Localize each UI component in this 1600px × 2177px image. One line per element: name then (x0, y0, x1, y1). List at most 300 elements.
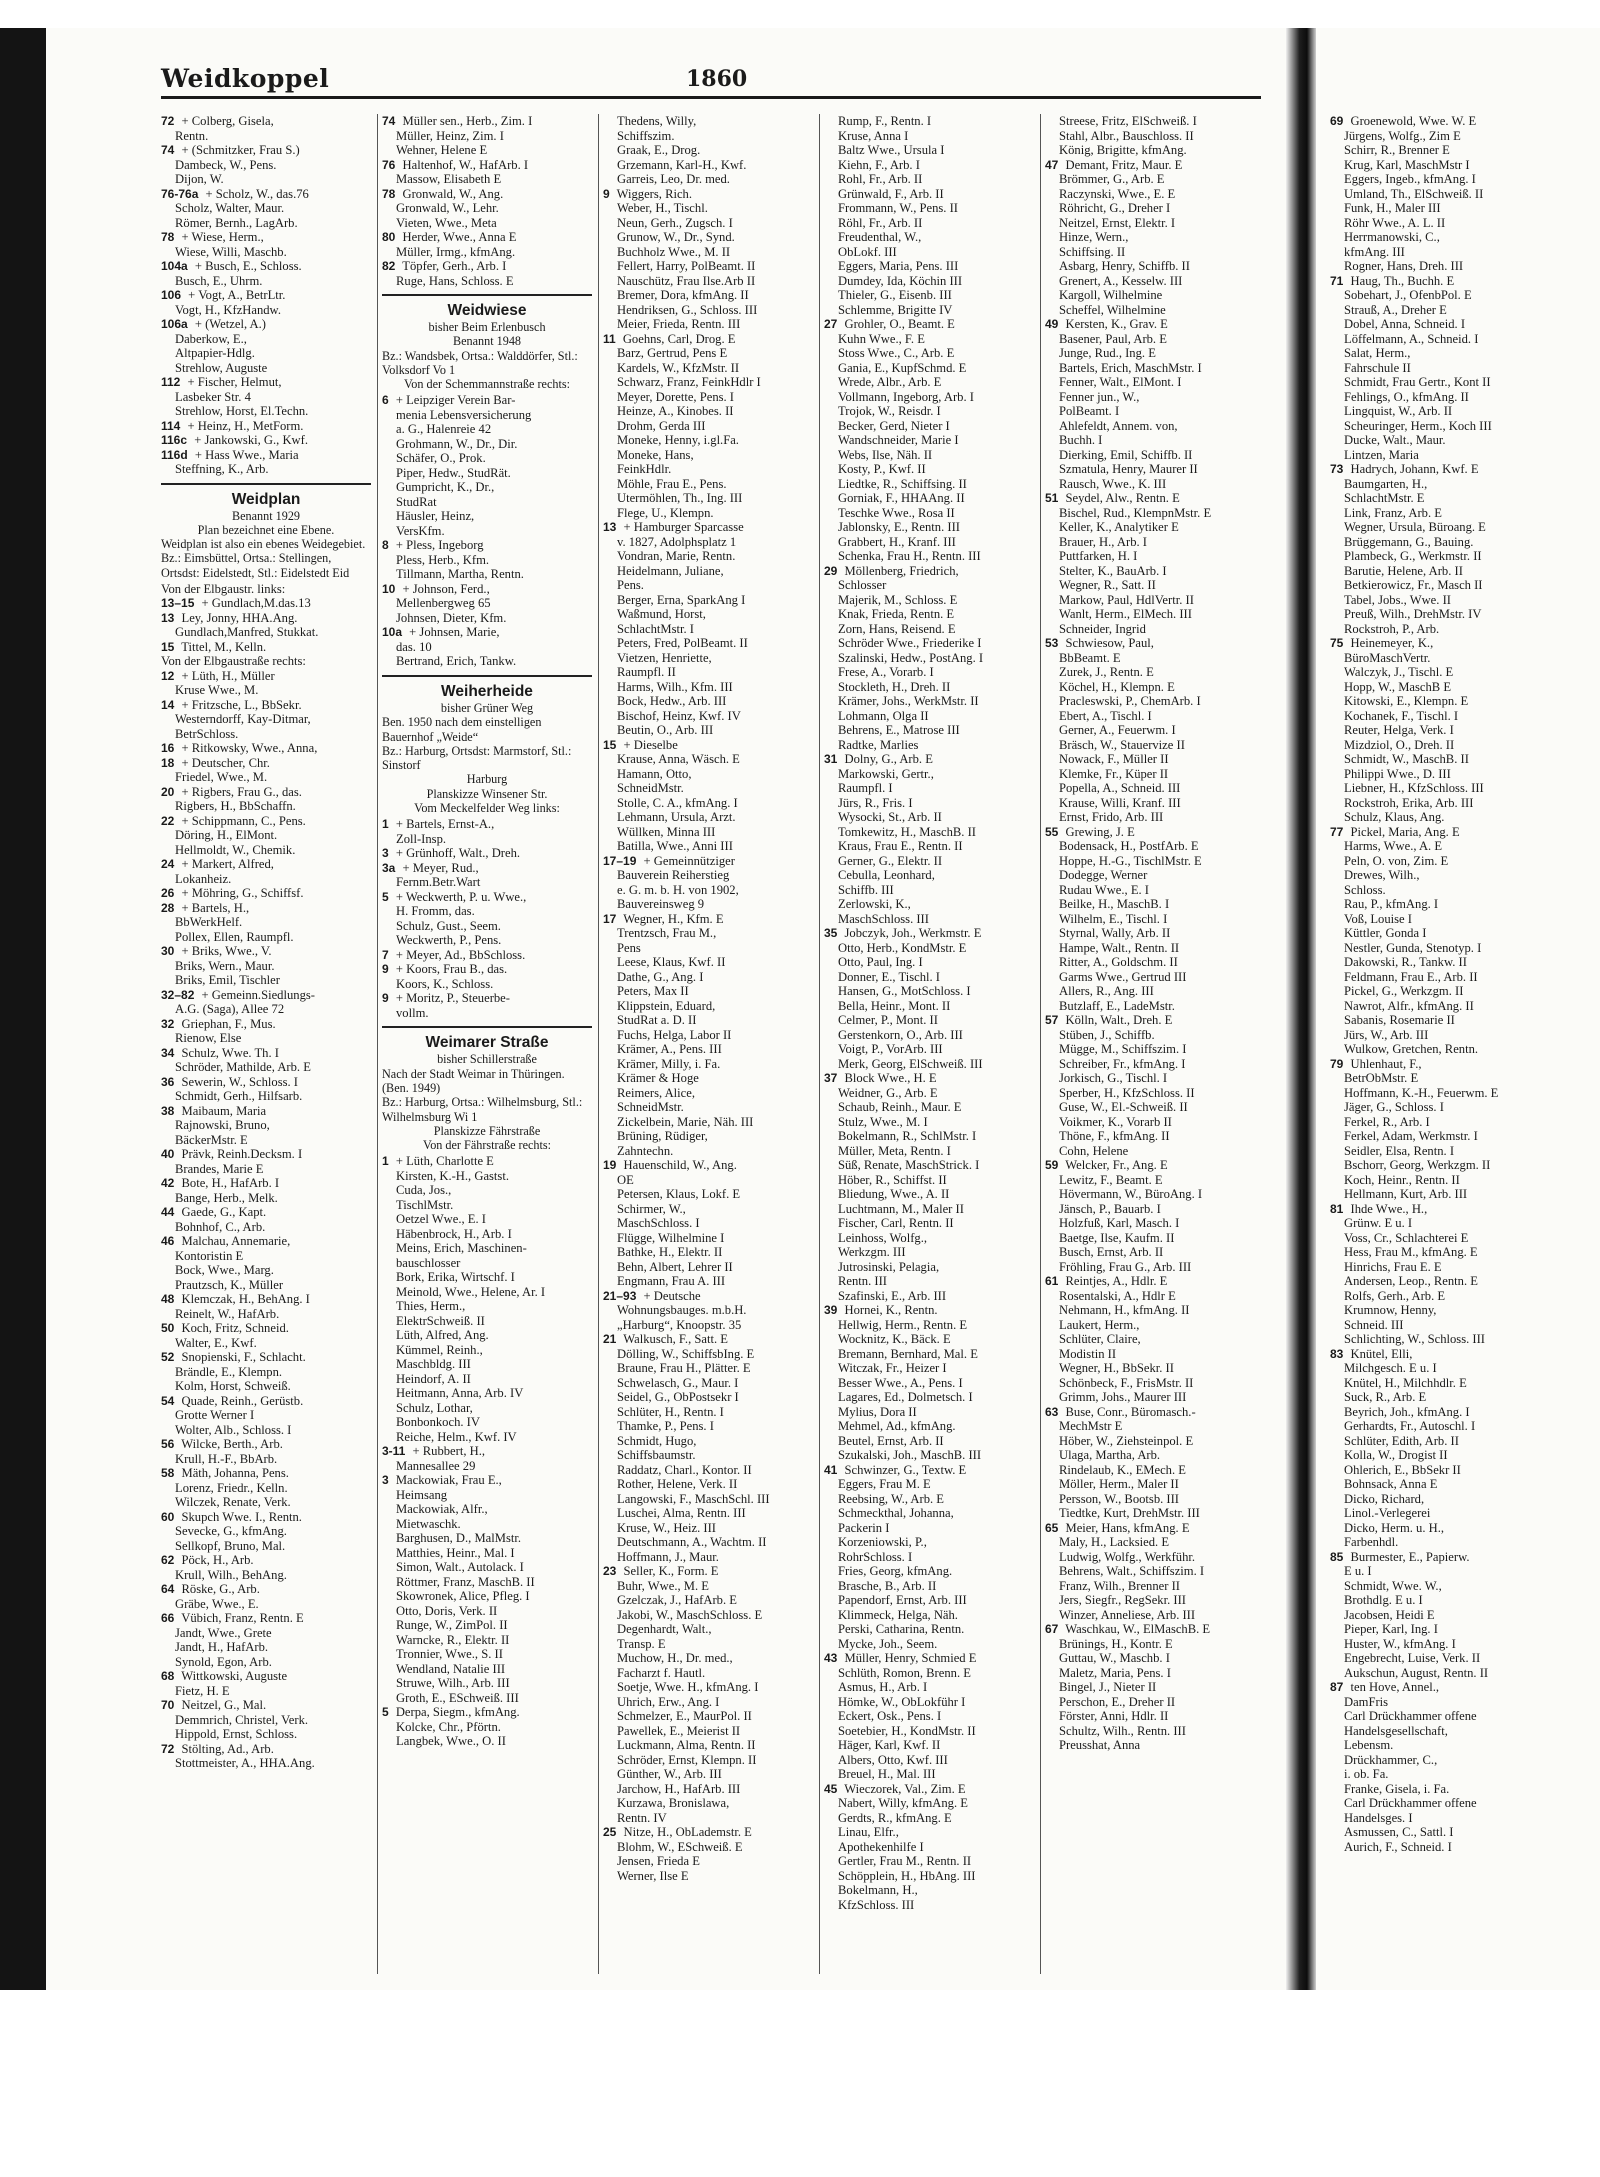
directory-entry: Soetebier, H., KondMstr. II (838, 1723, 976, 1738)
directory-entry: Wysocki, St., Arb. II (838, 810, 942, 824)
directory-entry: Bonbonkoch. IV (396, 1415, 480, 1430)
directory-entry: Lüth, Alfred, Ang. (396, 1328, 489, 1343)
directory-entry: Kolm, Horst, Schweiß. (175, 1379, 291, 1394)
directory-entry: Weber, H., Tischl. (617, 201, 708, 215)
directory-entry: Zerlowski, K., (838, 897, 911, 911)
directory-entry: Schlüter, H., Rentn. I (617, 1404, 724, 1419)
directory-entry: Beutin, O., Arb. III (617, 723, 714, 737)
directory-entry: Skowronek, Alice, Pfleg. I (396, 1589, 530, 1604)
directory-entry: Harms, Wilh., Kfm. III (617, 679, 733, 694)
directory-entry: Schmidt, Frau Gertr., Kont II (1344, 375, 1491, 389)
directory-entry: 27 Grohler, O., Beamt. E (824, 317, 955, 331)
directory-entry: Rogner, Hans, Dreh. III (1344, 259, 1464, 273)
directory-entry: Mackowiak, Alfr., (396, 1502, 488, 1517)
directory-entry: Guse, W., El.-Schweiß. II (1059, 1100, 1188, 1114)
house-number: 106a (161, 317, 188, 331)
directory-entry: Kardels, W., KfzMstr. II (617, 360, 740, 375)
house-number: 42 (161, 1176, 175, 1191)
directory-entry: Witczak, Fr., Heizer I (838, 1361, 947, 1375)
house-number: 63 (1045, 1404, 1059, 1419)
directory-entry: Laukert, Herm., (1059, 1317, 1140, 1332)
house-number: 82 (382, 259, 396, 273)
directory-entry: Röttmer, Franz, MaschB. II (396, 1574, 535, 1589)
house-number: 52 (161, 1350, 175, 1365)
directory-entry: Hess, Frau M., kfmAng. E (1344, 1245, 1478, 1259)
section-rule (382, 1026, 592, 1028)
directory-entry: das. 10 (396, 639, 432, 654)
directory-entry: 22 + Schippmann, C., Pens. (161, 813, 306, 828)
directory-entry: Berger, Erna, SparkAng I (617, 592, 746, 607)
directory-entry: Möller, Herm., Maler II (1059, 1477, 1179, 1491)
column-divider (598, 114, 599, 1974)
house-number: 15 (603, 737, 617, 752)
directory-entry: MaschSchloss. III (838, 911, 929, 926)
directory-entry: 116c + Jankowski, G., Kwf. (161, 433, 308, 447)
directory-entry: Rother, Helene, Verk. II (617, 1477, 738, 1491)
page-number: 1860 (686, 66, 748, 92)
column-divider (819, 114, 820, 1974)
directory-entry: Schröder, Ernst, Klempn. II (617, 1752, 757, 1767)
directory-entry: Peters, Fred, PolBeamt. II (617, 636, 748, 650)
directory-entry: Schlüter, Claire, (1059, 1332, 1141, 1346)
directory-entry: Facharzt f. Hautl. (617, 1665, 706, 1680)
street-section-heading (382, 675, 592, 815)
directory-entry: Schlüth, Romon, Brenn. E (838, 1665, 971, 1680)
scan-edge-left (0, 28, 46, 1990)
directory-entry: 8 + Pless, Ingeborg (382, 538, 484, 553)
house-number: 27 (824, 317, 838, 331)
directory-entry: Hellmoldt, W., Chemik. (175, 842, 296, 857)
directory-entry: Besser Wwe., A., Pens. I (838, 1375, 963, 1390)
directory-entry: Packerin I (838, 1520, 890, 1535)
directory-entry: BüroMaschVertr. (1344, 650, 1431, 665)
house-number: 23 (603, 1564, 617, 1578)
house-number: 40 (161, 1147, 175, 1162)
directory-entry: Schulz, Gust., Seem. (396, 918, 501, 933)
directory-entry: SchneidMstr. (617, 781, 684, 795)
directory-entry: Hellwig, Herm., Rentn. E (838, 1317, 968, 1332)
directory-entry: 17 Wegner, H., Kfm. E (603, 911, 724, 926)
house-number: 75 (1330, 636, 1344, 650)
directory-entry: Krause, Anna, Wäsch. E (617, 752, 740, 766)
directory-entry: 28 + Bartels, H., (161, 900, 250, 915)
directory-entry: 49 Kersten, K., Grav. E (1045, 317, 1168, 331)
house-number: 49 (1045, 317, 1059, 331)
column-divider (1040, 114, 1041, 1974)
directory-entry: Gerdts, R., kfmAng. E (838, 1810, 952, 1825)
directory-entry: Hamann, Otto, (617, 766, 692, 781)
directory-entry: Link, Franz, Arb. E (1344, 505, 1442, 520)
directory-entry: Fröhling, Frau G., Arb. III (1059, 1259, 1192, 1274)
house-number: 78 (382, 186, 396, 201)
directory-entry: Mycke, Joh., Seem. (838, 1636, 938, 1651)
directory-entry: 32 Griephan, F., Mus. (161, 1016, 276, 1031)
directory-entry: 48 Klemczak, H., BehAng. I (161, 1292, 310, 1307)
directory-entry: Schäfer, O., Prok. (396, 451, 486, 466)
house-number: 47 (1045, 157, 1059, 172)
directory-entry: Dijon, W. (175, 172, 224, 186)
directory-entry: 9 Wiggers, Rich. (603, 186, 692, 201)
directory-entry: Fernm.Betr.Wart (396, 875, 481, 890)
directory-entry: 70 Neitzel, G., Mal. (161, 1698, 267, 1713)
directory-entry: 62 Pöck, H., Arb. (161, 1553, 254, 1568)
directory-entry: Vollmann, Ingeborg, Arb. I (838, 389, 974, 404)
directory-entry: Zahntechn. (617, 1143, 674, 1158)
directory-entry: Friedel, Wwe., M. (175, 770, 268, 785)
directory-entry: Gerner, A., Feuerwm. I (1059, 723, 1176, 737)
directory-entry: Harms, Wwe., A. E (1344, 839, 1443, 853)
directory-entry: 20 + Rigbers, Frau G., das. (161, 784, 302, 799)
directory-entry: Grohmann, W., Dr., Dir. (396, 436, 518, 451)
directory-entry: Lokanheiz. (175, 871, 232, 886)
directory-entry: Fenner jun., W., (1059, 389, 1140, 404)
directory-entry: Runge, W., ZimPol. II (396, 1618, 508, 1633)
house-number: 46 (161, 1234, 175, 1249)
directory-entry: 43 Müller, Henry, Schmied E (824, 1651, 977, 1665)
directory-entry: Brasche, B., Arb. II (838, 1578, 937, 1593)
directory-entry: Bohnhof, C., Arb. (175, 1219, 266, 1234)
directory-entry: Majerik, M., Schloss. E (838, 592, 958, 607)
directory-entry: Leese, Klaus, Kwf. II (617, 955, 726, 969)
directory-entry: Perschon, E., Dreher II (1059, 1694, 1176, 1709)
directory-entry: Hinrichs, Frau E. E (1344, 1259, 1442, 1274)
house-number: 38 (161, 1103, 175, 1118)
directory-entry: Kargoll, Wilhelmine (1059, 288, 1163, 302)
column-2 (382, 114, 592, 1984)
directory-entry: SchlachtMstr. I (617, 621, 694, 636)
directory-entry: Asmussen, C., Sattl. I (1344, 1825, 1454, 1839)
directory-entry: 65 Meier, Hans, kfmAng. E (1045, 1520, 1190, 1535)
directory-entry: Günther, W., Arb. III (617, 1767, 722, 1781)
house-number: 10a (382, 625, 403, 640)
directory-entry: Hoffmann, J., Maur. (617, 1549, 719, 1564)
directory-entry: Römer, Bernh., LagArb. (175, 215, 298, 230)
section-rule (382, 294, 592, 296)
house-number: 21 (603, 1332, 617, 1346)
directory-entry: Von der Elbgaustr. links: (161, 581, 286, 596)
directory-entry: Baltz Wwe., Ursula I (838, 143, 945, 157)
directory-entry: Tomkewitz, H., MaschB. II (838, 824, 976, 839)
directory-entry: Rajnowski, Bruno, (175, 1118, 270, 1133)
house-number: 3-11 (382, 1444, 406, 1459)
directory-entry: Brandes, Marie E (175, 1161, 264, 1176)
street-name: Weidwiese (447, 302, 527, 319)
directory-entry: Stüben, J., Schiffb. (1059, 1027, 1155, 1042)
directory-entry: Lewitz, F., Beamt. E (1059, 1172, 1163, 1187)
directory-entry: Preuß, Wilh., DrehMstr. IV (1344, 607, 1482, 621)
directory-entry: Andersen, Leop., Rentn. E (1344, 1274, 1478, 1288)
directory-entry: Ducke, Walt., Maur. (1344, 433, 1446, 447)
directory-entry: Vogt, H., KfzHandw. (175, 302, 281, 317)
directory-entry: Muchow, H., Dr. med., (617, 1651, 733, 1665)
directory-entry: Baumgarten, H., (1344, 476, 1428, 491)
directory-entry: Fuchs, Helga, Labor II (617, 1027, 732, 1042)
directory-entry: Webs, Ilse, Näh. II (838, 447, 933, 462)
directory-entry: 56 Wilcke, Berth., Arb. (161, 1437, 283, 1452)
directory-entry: Stelter, K., BauArb. I (1059, 563, 1167, 578)
house-number: 3 (382, 846, 389, 861)
directory-entry: Maly, H., Lacksied. E (1059, 1535, 1170, 1549)
directory-entry: Rockstroh, Erika, Arb. III (1344, 795, 1474, 810)
directory-entry: Schönbeck, F., FrisMstr. II (1059, 1375, 1194, 1390)
house-number: 9 (382, 962, 389, 977)
directory-entry: Wulkow, Gretchen, Rentn. (1344, 1042, 1479, 1056)
directory-entry: Herrmanowski, C., (1344, 230, 1440, 244)
directory-entry: Merk, Georg, ElSchweiß. III (838, 1056, 983, 1071)
directory-entry: Knütel, H., Milchhdlr. E (1344, 1375, 1467, 1390)
directory-entry: Kolla, W., Drogist II (1344, 1448, 1448, 1462)
directory-entry: Brauer, H., Arb. I (1059, 534, 1147, 549)
house-number: 20 (161, 784, 175, 799)
directory-entry: Nestler, Gunda, Stenotyp. I (1344, 940, 1482, 955)
house-number: 51 (1045, 491, 1059, 505)
directory-entry: Engmann, Frau A. III (617, 1274, 726, 1288)
directory-entry: 35 Jobczyk, Joh., Werkmstr. E (824, 926, 982, 940)
directory-entry: Wüllken, Minna III (617, 824, 716, 839)
directory-entry: Küttler, Gonda I (1344, 926, 1427, 940)
directory-entry: Jers, Siegfr., RegSekr. III (1059, 1593, 1186, 1607)
directory-entry: TischlMstr. (396, 1197, 454, 1212)
directory-entry: Gerner, G., Elektr. II (838, 853, 943, 868)
directory-entry: Fietz, H. E (175, 1683, 230, 1698)
directory-entry: 47 Demant, Fritz, Maur. E (1045, 157, 1183, 172)
directory-entry: ElektrSchweiß. II (396, 1313, 485, 1328)
directory-entry: Bokelmann, H., (838, 1883, 918, 1897)
directory-entry: Rindelaub, K., EMech. E (1059, 1462, 1186, 1477)
directory-entry: 44 Gaede, G., Kapt. (161, 1205, 267, 1220)
directory-entry: 64 Röske, G., Arb. (161, 1582, 260, 1597)
house-number: 72 (161, 114, 175, 128)
directory-entry: Schloss. (1344, 882, 1386, 897)
house-number: 6 (382, 393, 389, 408)
directory-entry: Reinelt, W., HafArb. (175, 1306, 280, 1321)
directory-entry: Gertler, Frau M., Rentn. II (838, 1854, 972, 1868)
street-note: bisher Schillerstraße (437, 1052, 537, 1067)
directory-entry: 82 Töpfer, Gerh., Arb. I (382, 259, 507, 273)
directory-entry: 45 Wieczorek, Val., Zim. E (824, 1781, 966, 1796)
scan-margin-bottom (0, 1990, 1600, 2177)
directory-entry: Dambeck, W., Pens. (175, 157, 277, 172)
directory-entry: Hoffmann, K.-H., Feuerwm. E (1344, 1085, 1499, 1100)
house-number: 81 (1330, 1201, 1344, 1216)
directory-entry: 17–19 + Gemeinnütziger (603, 853, 735, 868)
directory-entry: Betkierowicz, Fr., Masch II (1344, 578, 1483, 592)
street-note: Benannt 1948 (452, 334, 522, 349)
directory-entry: Sabanis, Rosemarie II (1344, 1013, 1455, 1027)
directory-entry: Nehmann, H., kfmAng. II (1059, 1303, 1190, 1317)
directory-entry: Scholz, Walter, Maur. (175, 201, 285, 215)
house-number: 114 (161, 418, 181, 433)
house-number: 35 (824, 926, 838, 940)
directory-entry: Kruse Wwe., M. (175, 683, 259, 698)
directory-entry: Becker, Gerd, Nieter I (838, 418, 950, 433)
directory-entry: Linau, Elfr., (838, 1825, 899, 1839)
directory-entry: Piper, Hedw., StudRät. (396, 465, 511, 480)
directory-entry: 3 + Grünhoff, Walt., Dreh. (382, 846, 521, 861)
directory-entry: Garms Wwe., Gertrud III (1059, 969, 1187, 984)
directory-entry: 7 + Meyer, Ad., BbSchloss. (382, 947, 526, 962)
directory-entry: Strehlow, Auguste (175, 360, 268, 375)
directory-entry: Struwe, Wilh., Arb. III (396, 1676, 510, 1691)
directory-entry: Wolter, Alb., Schloss. I (175, 1422, 292, 1437)
directory-entry: Grabbert, H., Kranf. III (838, 534, 956, 549)
house-number: 53 (1045, 636, 1059, 650)
directory-entry: Rolfs, Gerh., Arb. E (1344, 1288, 1446, 1303)
directory-entry: Lasbeker Str. 4 (175, 389, 251, 404)
house-number: 62 (161, 1553, 175, 1568)
directory-entry: Brothdlg. E u. I (1344, 1593, 1423, 1607)
directory-entry: Handelsgesellschaft, (1344, 1723, 1448, 1738)
directory-entry: Häbenbrock, H., Arb. I (396, 1226, 512, 1241)
directory-entry: 11 Goehns, Carl, Drog. E (603, 331, 736, 346)
directory-entry: Kümmel, Reinh., (396, 1342, 483, 1357)
directory-entry: Schmidt, Hugo, (617, 1433, 697, 1448)
directory-entry: Cohn, Helene (1059, 1143, 1129, 1158)
directory-entry: Linol.-Verlegerei (1344, 1506, 1431, 1520)
directory-entry: 36 Sewerin, W., Schloss. I (161, 1074, 298, 1089)
directory-entry: Kruse, Anna I (838, 128, 909, 143)
house-number: 66 (161, 1611, 175, 1626)
directory-entry: Ulaga, Martha, Arb. (1059, 1448, 1161, 1462)
house-number: 60 (161, 1509, 175, 1524)
house-number: 67 (1045, 1622, 1059, 1636)
directory-entry: Kontoristin E (175, 1248, 244, 1263)
house-number: 70 (161, 1698, 175, 1713)
directory-entry: Blohm, W., ESchweiß. E (617, 1839, 743, 1854)
directory-entry: König, Brigitte, kfmAng. (1059, 143, 1187, 157)
directory-entry: Uhrich, Erw., Ang. I (617, 1694, 720, 1709)
directory-entry: Butzlaff, E., LadeMstr. (1059, 998, 1175, 1013)
house-number: 9 (382, 991, 389, 1006)
directory-entry: Bräsch, W., Stauervize II (1059, 737, 1185, 752)
house-number: 85 (1330, 1549, 1344, 1564)
directory-entry: Gania, E., KupfSchmd. E (838, 360, 967, 375)
directory-entry: 31 Dolny, G., Arb. E (824, 752, 933, 766)
directory-entry: Wandschneider, Marie I (838, 433, 959, 447)
house-number: 56 (161, 1437, 175, 1452)
directory-entry: Kosty, P., Kwf. II (838, 462, 926, 476)
directory-entry: Grimm, Johs., Maurer III (1059, 1390, 1187, 1404)
directory-entry: Schiffsbaumstr. (617, 1448, 696, 1462)
directory-entry: Donner, E., Tischl. I (838, 969, 940, 984)
directory-entry: 72 Stölting, Ad., Arb. (161, 1741, 274, 1756)
directory-page-right (1316, 28, 1600, 1990)
directory-entry: Weckwerth, P., Pens. (396, 933, 502, 948)
directory-entry: Jacobsen, Heidi E (1344, 1607, 1435, 1622)
directory-entry: Rienow, Else (175, 1031, 242, 1046)
directory-entry: 10a + Johnsen, Marie, (382, 625, 500, 640)
house-number: 48 (161, 1292, 175, 1307)
house-number: 65 (1045, 1520, 1059, 1535)
directory-entry: 21–93 + Deutsche (603, 1288, 701, 1303)
directory-entry: Krull, H.-F., BbArb. (175, 1451, 278, 1466)
directory-entry: Brünings, H., Kontr. E (1059, 1636, 1173, 1651)
directory-entry: Meyer, Dorette, Pens. I (617, 389, 735, 404)
directory-entry: Basener, Paul, Arb. E (1059, 331, 1167, 346)
directory-entry: Krämer, Milly, i. Fa. (617, 1056, 721, 1071)
house-number: 1 (382, 1154, 389, 1169)
directory-entry: Schiffb. III (838, 882, 894, 897)
directory-entry: Suck, R., Arb. E (1344, 1390, 1427, 1404)
directory-entry: Winzer, Anneliese, Arb. III (1059, 1607, 1196, 1622)
directory-entry: Carl Drückhammer offene (1344, 1796, 1477, 1810)
directory-entry: Degenhardt, Walt., (617, 1622, 712, 1636)
directory-entry: Brüggemann, G., Bauing. (1344, 534, 1474, 549)
directory-entry: Buchholz Wwe., M. II (617, 244, 731, 259)
directory-entry: Krämer, Johs., WerkMstr. II (838, 694, 979, 708)
directory-entry: 16 + Ritkowsky, Wwe., Anna, (161, 741, 318, 756)
directory-entry: Lagares, Ed., Dolmetsch. I (838, 1390, 973, 1404)
directory-entry: Barz, Gertrud, Pens E (617, 346, 728, 360)
directory-entry: 15 + Dieselbe (603, 737, 678, 752)
directory-entry: Knak, Frieda, Rentn. E (838, 607, 955, 621)
directory-entry: Schneid. III (1344, 1317, 1404, 1332)
directory-entry: 23 Seller, K., Form. E (603, 1564, 719, 1578)
house-number: 14 (161, 697, 175, 712)
directory-entry: Reuter, Helga, Verk. I (1344, 723, 1454, 737)
directory-entry: Wocknitz, K., Bäck. E (838, 1332, 951, 1346)
directory-entry: Funk, H., Maler III (1344, 201, 1441, 215)
directory-entry: Freudenthal, W., (838, 230, 922, 244)
directory-entry: Franz, Wilh., Brenner II (1059, 1578, 1180, 1593)
directory-entry: Beutel, Ernst, Arb. II (838, 1433, 944, 1448)
street-name: Weidplan (231, 490, 301, 508)
directory-entry: Papendorf, Ernst, Arb. III (838, 1593, 967, 1607)
house-number: 12 (161, 668, 175, 683)
directory-entry: vollm. (396, 1005, 429, 1020)
directory-entry: Zoll-Insp. (396, 831, 447, 846)
house-number: 10 (382, 581, 396, 596)
directory-entry: Klimmeck, Helga, Näh. (838, 1607, 958, 1622)
directory-entry: Bartels, Erich, MaschMstr. I (1059, 360, 1202, 375)
directory-entry: Bange, Herb., Melk. (175, 1190, 278, 1205)
directory-entry: Rosentalski, A., Hdlr E (1059, 1288, 1176, 1303)
directory-entry: Kochanek, F., Tischl. I (1344, 708, 1459, 723)
directory-entry: 87 ten Hove, Annel., (1330, 1680, 1439, 1694)
directory-entry: Pless, Herb., Kfm. (396, 552, 490, 567)
directory-entry: 3-11 + Rubbert, H., (382, 1444, 486, 1459)
directory-entry: 53 Schwiesow, Paul, (1045, 636, 1154, 650)
directory-entry: 67 Waschkau, W., ElMaschB. E (1045, 1622, 1211, 1636)
directory-entry: Eckert, Osk., Pens. I (838, 1709, 942, 1723)
directory-entry: Bohnsack, Anna E (1344, 1477, 1438, 1491)
directory-entry: Waßmund, Horst, (617, 607, 706, 621)
house-number: 104a (161, 259, 188, 273)
book-gutter (1286, 28, 1316, 1990)
directory-entry: Dölling, W., SchiffsbIng. E (617, 1346, 755, 1361)
directory-entry: Brüning, Rüdiger, (617, 1129, 708, 1143)
directory-entry: Krug, Karl, MaschMstr I (1344, 157, 1470, 172)
house-number: 17–19 (603, 853, 637, 868)
directory-entry: Wilhelm, E., Tischl. I (1059, 911, 1168, 926)
directory-entry: A.G. (Saga), Allee 72 (175, 1002, 285, 1017)
directory-entry: Lorenz, Friedr., Kelln. (175, 1480, 288, 1495)
directory-entry: Schirmer, W., (617, 1201, 686, 1216)
directory-entry: Behrens, E., Matrose III (838, 723, 960, 737)
directory-entry: Thieler, G., Eisenb. III (838, 288, 952, 302)
directory-entry: Schlosser (838, 578, 887, 592)
directory-entry: 106a + (Wetzel, A.) (161, 317, 266, 331)
directory-entry: Gzelczak, J., HafArb. E (617, 1593, 737, 1607)
directory-entry: Thöne, F., kfmAng. II (1059, 1129, 1170, 1143)
directory-entry: Brömmer, G., Arb. E (1059, 172, 1165, 186)
directory-entry: Celmer, P., Mont. II (838, 1013, 938, 1027)
house-number: 116d (161, 447, 188, 462)
directory-entry: Grzemann, Karl-H., Kwf. (617, 157, 747, 172)
directory-entry: Sobehart, J., OfenbPol. E (1344, 288, 1472, 302)
directory-entry: Schmidt, W., MaschB. II (1344, 752, 1469, 766)
directory-entry: VersKfm. (396, 523, 445, 538)
